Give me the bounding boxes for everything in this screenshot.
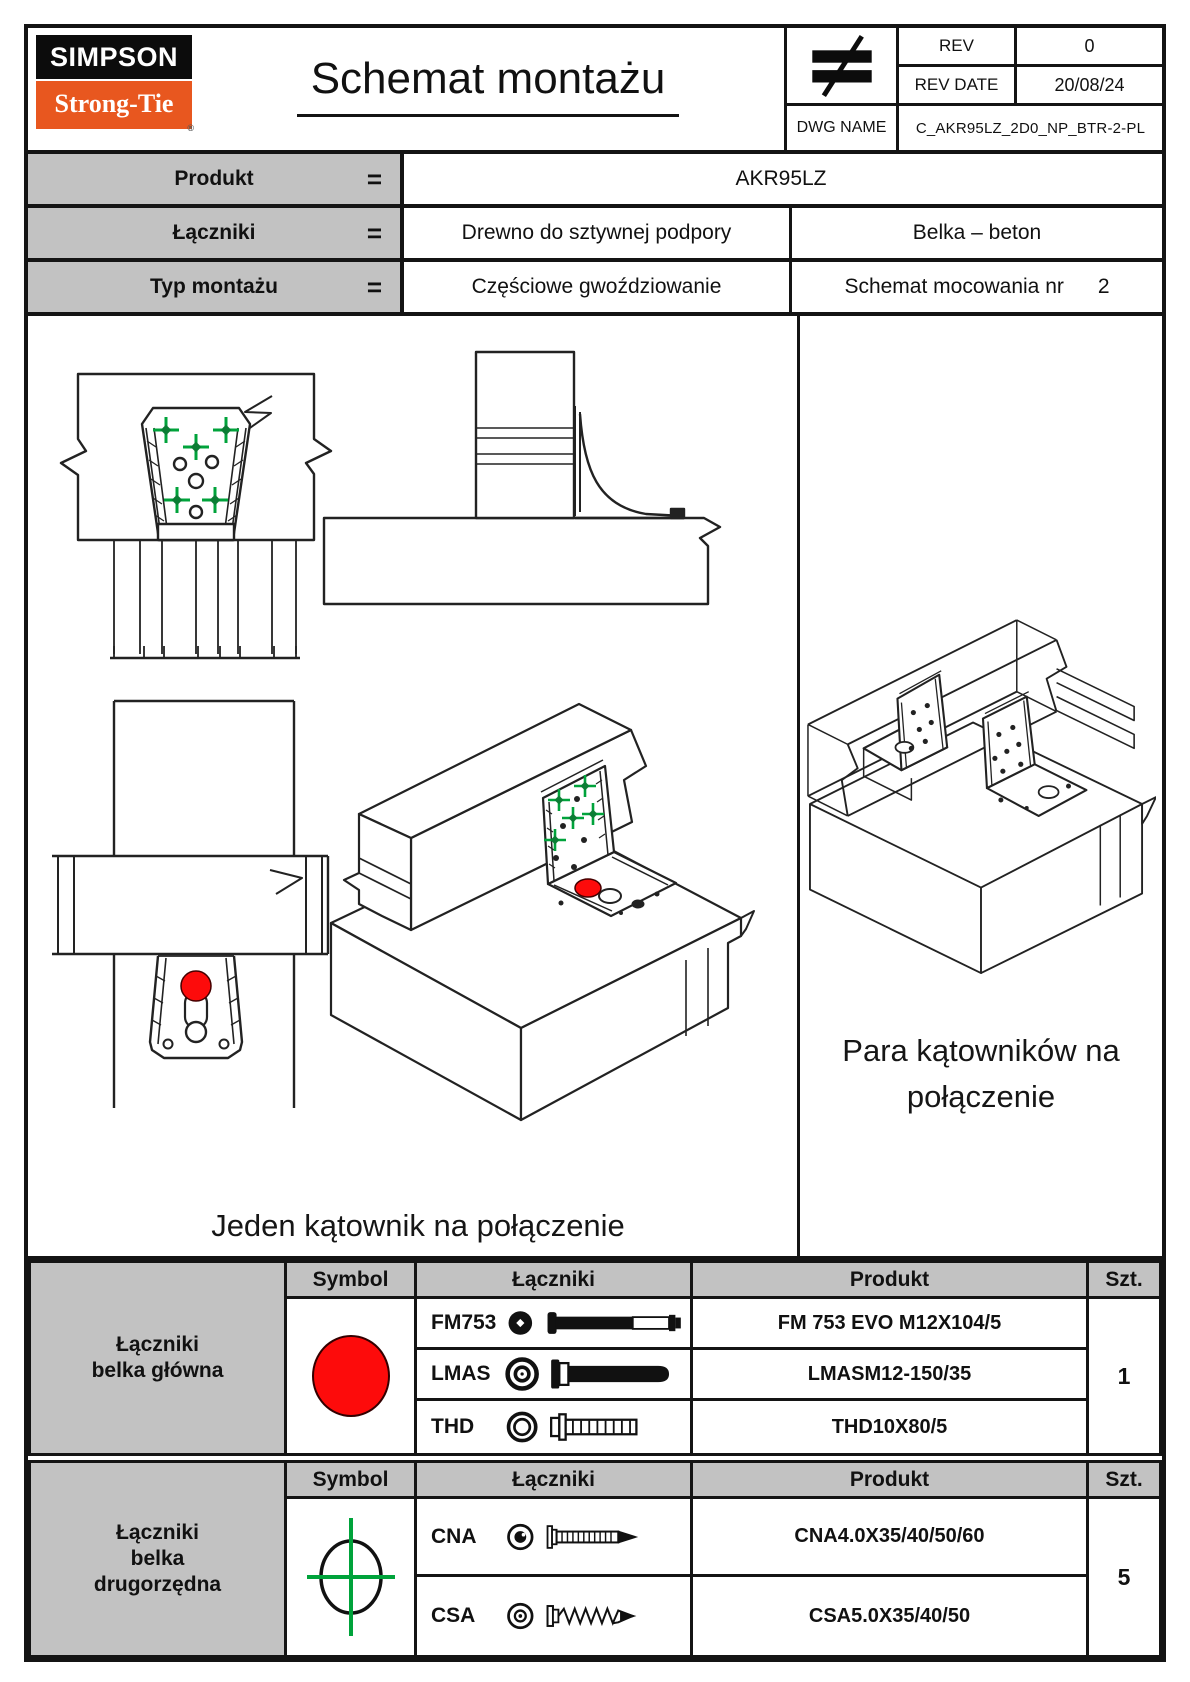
front-view-drawing (56, 344, 336, 656)
fasteners-table-secondary-beam (28, 1460, 1162, 1658)
lmas-anchor-icon (504, 1352, 690, 1396)
info-value-product: AKR95LZ (735, 167, 827, 190)
product-value: FM 753 EVO M12X104/5 (693, 1299, 1089, 1350)
drawing-area (28, 316, 1162, 1260)
left-pane-caption: Jeden kątownik na połączenie (211, 1208, 625, 1243)
right-pane-caption: Para kątowników na połączenie (842, 1033, 1120, 1114)
fm753-bolt-icon (504, 1303, 690, 1343)
equals-sign: = (366, 217, 382, 248)
group-label-secondary-beam: Łączniki belka drugorzędna (31, 1463, 287, 1655)
fastener-code: CNA (431, 1524, 477, 1548)
info-label: Typ montażu (150, 275, 278, 298)
info-row-laczniki (28, 208, 1162, 262)
not-equal-icon (787, 28, 899, 106)
plan-view-drawing (52, 646, 352, 1108)
group-label-main-beam: Łączniki belka główna (31, 1263, 287, 1453)
header-band (28, 28, 1162, 154)
info-row-typ-montazu (28, 262, 1162, 316)
rev-date-value: 20/08/24 (1017, 67, 1162, 106)
green-crosshair-symbol (303, 1512, 399, 1642)
fastener-row-cna (417, 1499, 693, 1577)
dwg-name-value: C_AKR95LZ_2D0_NP_BTR-2-PL (915, 119, 1146, 137)
logo-strongtie-text: Strong-Tie ® (36, 81, 192, 129)
registered-mark: ® (187, 123, 194, 133)
col-header-symbol: Symbol (287, 1263, 417, 1299)
cna-nail-icon (504, 1517, 690, 1557)
col-header-fasteners: Łączniki (417, 1463, 693, 1499)
fastener-row-lmas (417, 1350, 693, 1401)
side-view-drawing (316, 342, 746, 642)
qty-value: 1 (1117, 1362, 1131, 1389)
red-circle-symbol (312, 1335, 390, 1417)
info-row-produkt (28, 154, 1162, 208)
fastener-row-thd (417, 1401, 693, 1453)
product-info-table (28, 154, 1162, 316)
page-title: Schemat montażu (297, 54, 680, 117)
simpson-strongtie-logo (36, 35, 194, 133)
fastener-code: LMAS (431, 1362, 491, 1385)
rev-value: 0 (1017, 28, 1162, 67)
symbol-cell (287, 1299, 417, 1453)
info-value-mount-type: Częściowe gwoździowanie (404, 262, 792, 312)
col-header-qty: Szt. (1089, 1463, 1159, 1499)
col-header-fasteners: Łączniki (417, 1263, 693, 1299)
drawing-sheet (24, 24, 1166, 1662)
page-title-wrap (198, 54, 778, 117)
col-header-product: Produkt (693, 1263, 1089, 1299)
info-value-connection-left: Drewno do sztywnej podpory (404, 208, 792, 258)
rev-date-label: REV DATE (899, 67, 1017, 106)
info-label: Produkt (174, 167, 254, 190)
product-value: LMASM12-150/35 (693, 1350, 1089, 1401)
single-bracket-pane (28, 316, 797, 1256)
anchor-marker-red (181, 971, 211, 1001)
anchor-marker-red (575, 879, 601, 897)
equals-sign: = (366, 271, 382, 302)
fastener-row-csa (417, 1577, 693, 1655)
product-value: THD10X80/5 (693, 1401, 1089, 1453)
revision-block (784, 28, 1162, 150)
col-header-product: Produkt (693, 1463, 1089, 1499)
logo-simpson-text: SIMPSON (36, 35, 192, 79)
info-value-schema-nr: Schemat mocowania nr 2 (844, 275, 1110, 298)
col-header-qty: Szt. (1089, 1263, 1159, 1299)
qty-value: 5 (1117, 1563, 1131, 1590)
fastener-code: CSA (431, 1604, 476, 1627)
dwg-name-label: DWG NAME (787, 106, 899, 150)
isometric-bracket-pair-drawing (802, 608, 1156, 1008)
csa-screw-icon (504, 1596, 690, 1636)
fastener-code: THD (431, 1415, 475, 1438)
fastener-code: FM753 (431, 1311, 497, 1334)
schema-number: 2 (1097, 275, 1110, 298)
product-value: CNA4.0X35/40/50/60 (693, 1499, 1089, 1577)
col-header-symbol: Symbol (287, 1463, 417, 1499)
symbol-cell (287, 1499, 417, 1655)
info-label: Łączniki (172, 221, 256, 244)
product-value: CSA5.0X35/40/50 (693, 1577, 1089, 1655)
rev-label: REV (899, 28, 1017, 67)
isometric-single-bracket-drawing (316, 668, 764, 1138)
fastener-row-fm753 (417, 1299, 693, 1350)
info-value-connection-right: Belka – beton (912, 221, 1042, 244)
fasteners-table-main-beam (28, 1260, 1162, 1456)
thd-screw-icon (504, 1406, 690, 1448)
equals-sign: = (366, 163, 382, 194)
bracket-pair-pane (800, 316, 1162, 1256)
